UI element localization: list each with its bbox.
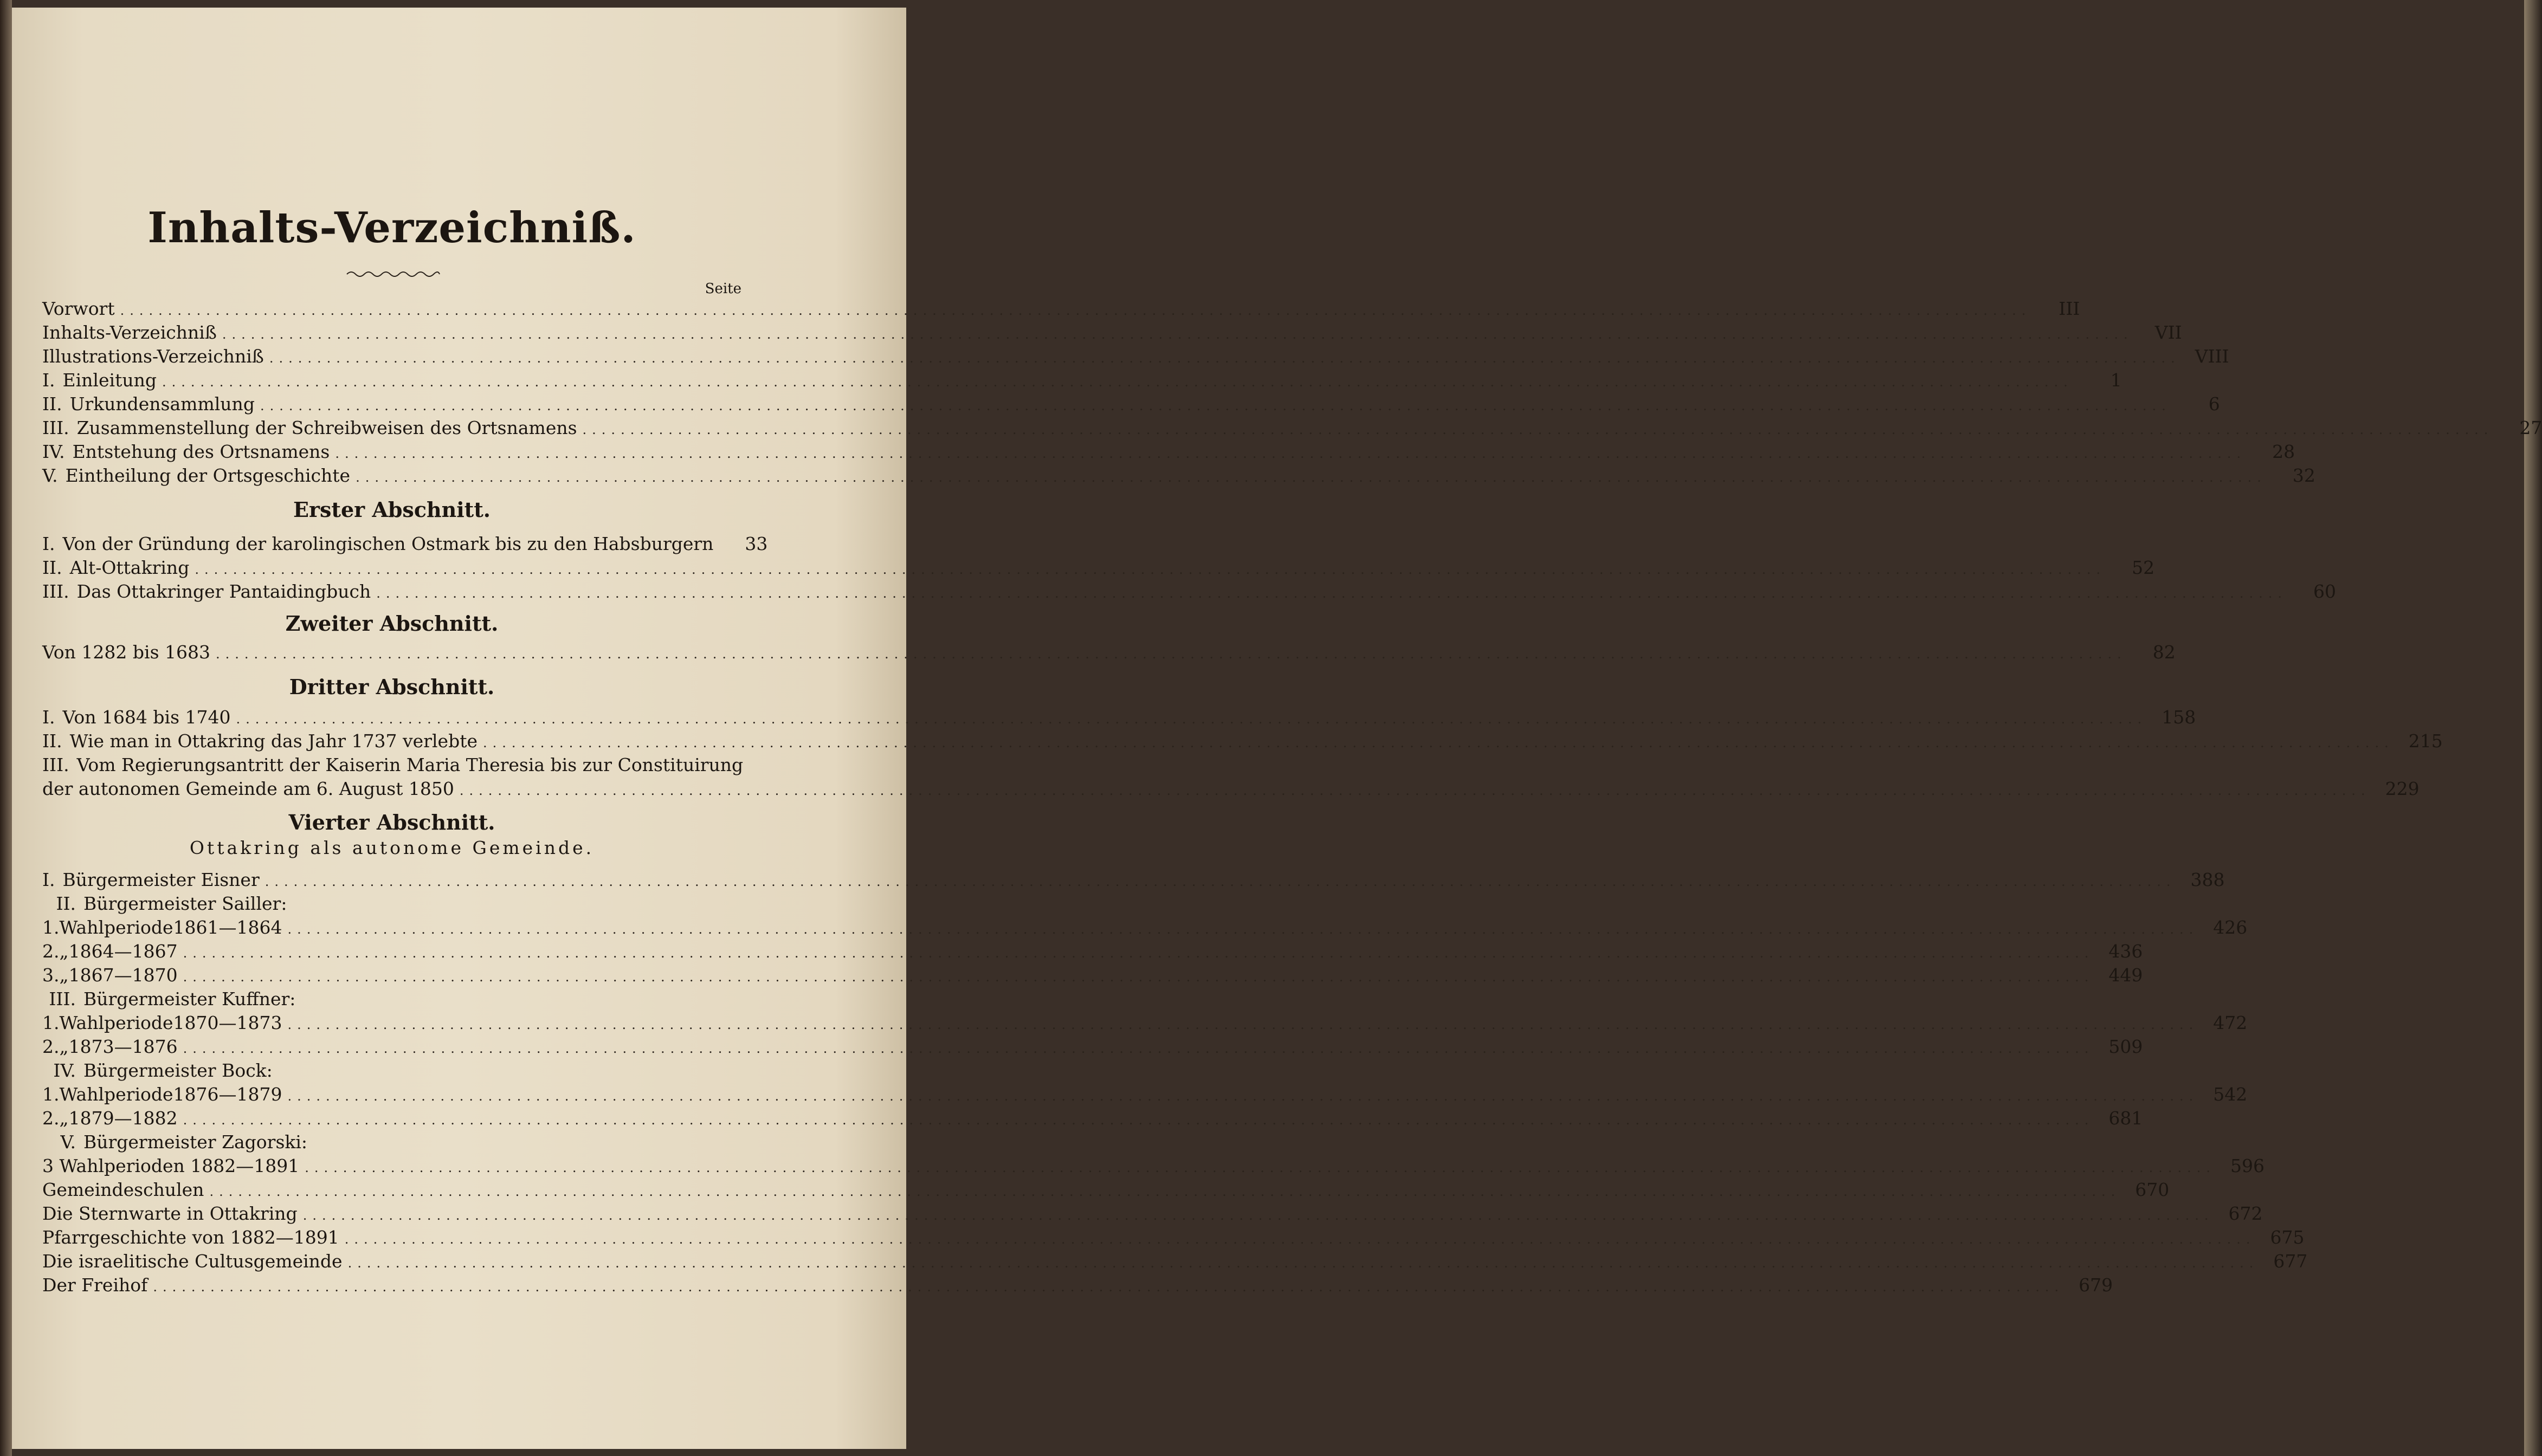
dot-leader: ........................................................................................................................................................................................................ (215, 646, 2127, 662)
dot-leader: ........................................................................................................................................................................................................ (287, 1089, 2199, 1104)
entry-label: Wie man in Ottakring das Jahr 1737 verlebte (69, 730, 478, 752)
entry-label: Bürgermeister Kuffner: (83, 988, 296, 1010)
page-number: 28 (2272, 441, 2295, 462)
book-spine-shadow (0, 0, 12, 1456)
entry-label: Pfarrgeschichte von 1882—1891 (42, 1227, 339, 1248)
page-number: 1 (2110, 370, 2122, 391)
dot-leader: ........................................................................................................................................................................................................ (302, 1208, 2214, 1223)
page-number: 472 (2213, 1012, 2248, 1033)
term-years: 1873—1876 (68, 1036, 178, 1057)
toc-entry[interactable] (42, 892, 741, 916)
dot-leader: ........................................................................................................................................................................................................ (260, 398, 2171, 413)
toc-entry[interactable] (42, 1130, 741, 1154)
page-number: 388 (2190, 869, 2225, 890)
toc-entry[interactable] (42, 1059, 741, 1083)
page-title: Inhalts-Verzeichniß. (147, 203, 636, 253)
dot-leader: ........................................................................................................................................................................................................ (209, 1184, 2121, 1199)
entry-number: II. (42, 730, 62, 752)
dot-leader: ........................................................................................................................................................................................................ (376, 586, 2288, 601)
entry-number: I. (42, 533, 55, 554)
term-number: 1. (42, 917, 60, 938)
entry-label: der autonomen Gemeinde am 6. August 1850 (42, 778, 454, 799)
entry-number: III. (42, 417, 69, 438)
dot-leader: ........................................................................................................................................................................................................ (347, 1256, 2259, 1271)
page-edge-shadow (2524, 0, 2542, 1456)
toc-entry[interactable] (42, 464, 2315, 488)
dot-leader: ........................................................................................................................................................................................................ (236, 711, 2147, 727)
entry-label: Das Ottakringer Pantaidingbuch (76, 581, 371, 602)
term-kind: „ (59, 941, 69, 962)
entry-label: Inhalts-Verzeichniß (42, 322, 217, 343)
entry-number: V. (42, 465, 58, 486)
entry-label: Bürgermeister Sailler: (83, 893, 287, 914)
term-years: 1864—1867 (68, 941, 178, 962)
toc-entry[interactable] (42, 940, 2143, 963)
page-number: 215 (2408, 730, 2443, 752)
page-number: VIII (2195, 346, 2229, 367)
dot-leader: ........................................................................................................................................................................................................ (287, 922, 2199, 937)
dot-leader: ........................................................................................................................................................................................................ (287, 1017, 2199, 1032)
toc-entry[interactable] (42, 987, 741, 1011)
dot-leader: ........................................................................................................................................................................................................ (483, 735, 2394, 750)
entry-label: Bürgermeister Zagorski: (83, 1131, 308, 1153)
page-number: 229 (2385, 778, 2420, 799)
dot-leader: ........................................................................................................................................................................................................ (356, 470, 2267, 485)
dot-leader: ........................................................................................................................................................................................................ (120, 303, 2031, 318)
entry-number: II. (42, 393, 62, 415)
page-number: 677 (2273, 1251, 2308, 1272)
toc-entry[interactable] (42, 916, 2248, 940)
entry-number: II. (56, 893, 76, 914)
page-number: 449 (2108, 965, 2143, 986)
page-number: 675 (2270, 1227, 2305, 1248)
toc-entry[interactable] (42, 532, 768, 556)
entry-number: III. (49, 988, 76, 1010)
page-number: 672 (2228, 1203, 2263, 1224)
entry-label: 3 Wahlperioden 1882—1891 (42, 1155, 300, 1176)
toc-entry[interactable] (42, 580, 2337, 604)
entry-label: Vorwort (42, 298, 115, 319)
entry-number: III. (42, 754, 69, 775)
entry-number: I. (42, 869, 55, 890)
toc-entry[interactable] (42, 368, 2122, 392)
dot-leader: ........................................................................................................................................................................................................ (344, 1232, 2256, 1247)
section-heading: Zweiter Abschnitt. (285, 611, 499, 636)
entry-label: Die Sternwarte in Ottakring (42, 1203, 298, 1224)
page-number: 52 (2132, 557, 2155, 578)
entry-number: II. (42, 557, 62, 578)
entry-number: V. (60, 1131, 76, 1153)
toc-entry[interactable] (42, 1154, 2265, 1178)
entry-label: Entstehung des Ortsnamens (72, 441, 330, 462)
entry-number: I. (42, 370, 55, 391)
term-years: 1870—1873 (173, 1012, 282, 1033)
page-number: 60 (2313, 581, 2337, 602)
entry-number: IV. (53, 1060, 76, 1081)
page-number: 6 (2208, 393, 2220, 415)
page-number: 596 (2230, 1155, 2265, 1176)
page-number: 82 (2152, 642, 2176, 663)
term-number: 1. (42, 1084, 60, 1105)
dot-leader: ........................................................................................................................................................................................................ (183, 946, 2094, 961)
section-subheading: Ottakring als autonome Gemeinde. (189, 837, 595, 858)
entry-label: Illustrations-Verzeichniß (42, 346, 264, 367)
term-number: 2. (42, 1108, 60, 1129)
dot-leader: ........................................................................................................................................................................................................ (153, 1279, 2064, 1295)
toc-entry[interactable] (42, 706, 2196, 729)
term-number: 2. (42, 941, 60, 962)
term-kind: Wahlperiode (59, 1012, 173, 1033)
entry-number: IV. (42, 441, 65, 462)
toc-entry[interactable] (42, 640, 2176, 664)
entry-number: I. (42, 707, 55, 728)
toc-entry-continuation[interactable] (42, 777, 2420, 801)
term-years: 1876—1879 (173, 1084, 282, 1105)
toc-entry[interactable] (42, 556, 2155, 580)
entry-label: Von 1684 bis 1740 (62, 707, 231, 728)
page-number: 542 (2213, 1084, 2248, 1105)
dot-leader: ........................................................................................................................................................................................................ (183, 1112, 2094, 1128)
section-heading: Vierter Abschnitt. (288, 810, 495, 834)
toc-entry[interactable] (42, 392, 2220, 416)
dot-leader: ........................................................................................................................................................................................................ (305, 1160, 2216, 1175)
dot-leader: ........................................................................................................................................................................................................ (162, 374, 2073, 390)
entry-label: Bürgermeister Eisner (62, 869, 260, 890)
page-number: 509 (2108, 1036, 2143, 1057)
toc-entry[interactable] (42, 1106, 2143, 1130)
dot-leader: ........................................................................................................................................................................................................ (264, 874, 2176, 889)
page-number: III (2059, 298, 2080, 319)
term-kind: Wahlperiode (59, 1084, 173, 1105)
toc-entry[interactable] (42, 297, 2080, 321)
entry-label: Zusammenstellung der Schreibweisen des Ortsnamens (76, 417, 577, 438)
toc-entry[interactable] (42, 1273, 2113, 1297)
dot-leader: ........................................................................................................................................................................................................ (269, 351, 2180, 366)
toc-entry[interactable] (42, 321, 2182, 345)
entry-label: Urkundensammlung (69, 393, 255, 415)
dot-leader: ........................................................................................................................................................................................................ (582, 422, 2494, 437)
term-kind: „ (59, 1036, 69, 1057)
toc-entry[interactable] (42, 868, 2225, 892)
term-years: 1879—1882 (68, 1108, 178, 1129)
page-number: 33 (745, 533, 768, 554)
term-kind: Wahlperiode (59, 917, 173, 938)
page-number: 670 (2135, 1179, 2170, 1200)
dot-leader: ........................................................................................................................................................................................................ (195, 562, 2106, 577)
toc-entry[interactable] (42, 1011, 2248, 1035)
entry-label: Bürgermeister Bock: (83, 1060, 273, 1081)
entry-label: Gemeindeschulen (42, 1179, 204, 1200)
page-number: 32 (2292, 465, 2315, 486)
entry-number: III. (42, 581, 69, 602)
toc-entry[interactable] (42, 1202, 2263, 1226)
toc-entry[interactable] (42, 1083, 2248, 1106)
toc-entry[interactable] (42, 1250, 2308, 1273)
term-number: 3. (42, 965, 60, 986)
term-number: 1. (42, 1012, 60, 1033)
toc-entry[interactable] (42, 963, 2143, 987)
entry-label: Vom Regierungsantritt der Kaiserin Maria Theresia bis zur Constituirung (76, 754, 744, 775)
ornament-flourish (346, 270, 441, 279)
toc-entry[interactable] (42, 1226, 2305, 1250)
dot-leader: ........................................................................................................................................................................................................ (183, 1041, 2094, 1056)
entry-label: Von der Gründung der karolingischen Ostmark bis zu den Habsburgern (62, 533, 714, 554)
toc-entry[interactable] (42, 729, 2443, 753)
dot-leader: ........................................................................................................................................................................................................ (335, 446, 2247, 461)
toc-entry[interactable] (42, 1178, 2170, 1202)
dot-leader: ........................................................................................................................................................................................................ (222, 327, 2133, 342)
page-number: VII (2154, 322, 2182, 343)
entry-label: Eintheilung der Ortsgeschichte (65, 465, 351, 486)
toc-entry[interactable] (42, 345, 2229, 368)
toc-entry[interactable] (42, 753, 744, 777)
entry-label: Die israelitische Cultusgemeinde (42, 1251, 343, 1272)
toc-entry[interactable] (42, 1035, 2143, 1059)
entry-label: Der Freihof (42, 1274, 148, 1296)
term-years: 1861—1864 (173, 917, 282, 938)
term-years: 1867—1870 (68, 965, 178, 986)
section-heading: Erster Abschnitt. (293, 497, 491, 522)
page-number: 681 (2108, 1108, 2143, 1129)
dot-leader: ........................................................................................................................................................................................................ (459, 783, 2371, 798)
page-number: 436 (2108, 941, 2143, 962)
section-heading: Dritter Abschnitt. (289, 675, 495, 699)
page-number: 27 (2519, 417, 2542, 438)
page-number: 426 (2213, 917, 2248, 938)
term-kind: „ (59, 965, 69, 986)
page-number: 158 (2162, 707, 2196, 728)
toc-entry[interactable] (42, 416, 2542, 440)
entry-label: Einleitung (62, 370, 157, 391)
entry-label: Alt-Ottakring (69, 557, 190, 578)
entry-label: Von 1282 bis 1683 (42, 642, 210, 663)
term-number: 2. (42, 1036, 60, 1057)
page-column-label: Seite (705, 281, 741, 297)
dot-leader: ........................................................................................................................................................................................................ (183, 969, 2094, 985)
term-kind: „ (59, 1108, 69, 1129)
page-number: 679 (2079, 1274, 2113, 1296)
toc-entry[interactable] (42, 440, 2295, 464)
